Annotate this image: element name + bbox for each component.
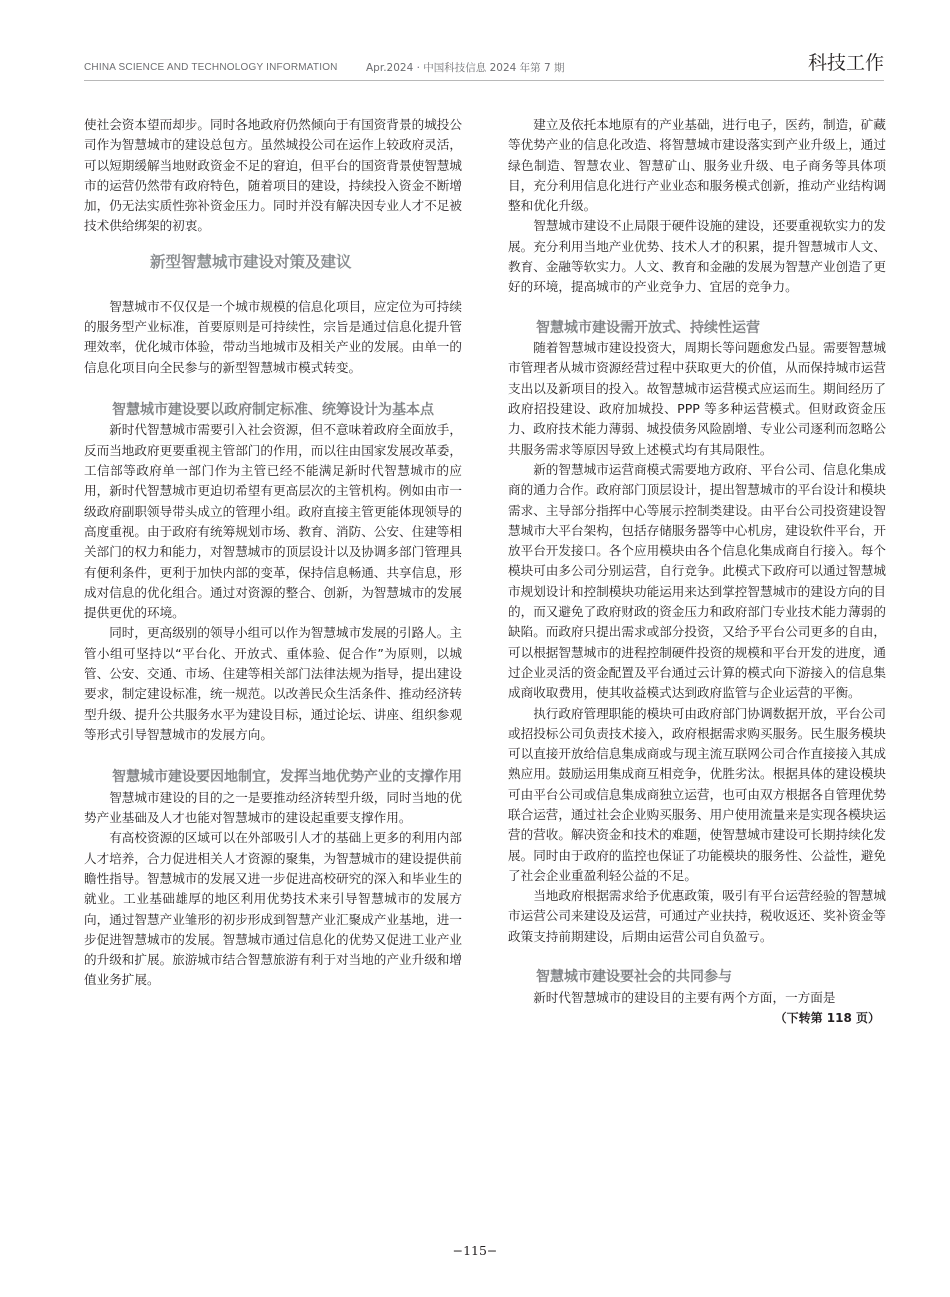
subsection-heading: 智慧城市建设要因地制宜，发挥当地优势产业的支撑作用 xyxy=(112,769,462,786)
paragraph: 同时，更高级别的领导小组可以作为智慧城市发展的引路人。主管小组可坚持以“平台化、开放式、重体验、促合作”为原则，以城管、公安、交通、市场、住建等相关部门法律法规为指导，提出建设要求，制定建设标准，统一规范。以改善民众生活条件、推动经济转型升级、提升公共服务水平为建设目标，通过论坛、讲座、组织参观等形式引导智慧城市的发展方向。 xyxy=(84,625,462,742)
section-title: 科技工作 xyxy=(807,52,884,74)
subsection-heading: 智慧城市建设需开放式、持续性运营 xyxy=(536,319,760,336)
paragraph: 建立及依托本地原有的产业基础，进行电子，医药，制造，矿藏等优势产业的信息化改造、将智慧城市建设落实到产业升级上，通过绿色制造、智慧农业、智慧矿山、服务业升级、电子商务等具体项目，充分利用信息化进行产业业态和服务模式创新，推动产业结构调整和优化升级。 xyxy=(508,117,886,214)
continued-note: （下转第 118 页） xyxy=(774,1010,880,1025)
subsection-heading: 智慧城市建设要以政府制定标准、统筹设计为基本点 xyxy=(112,401,434,418)
paragraph: 有高校资源的区域可以在外部吸引人才的基础上更多的利用内部人才培养，合力促进相关人才资源的聚集，为智慧城市的建设提供前瞻性指导。智慧城市的发展又进一步促进高校研究的深入和毕业生的就业。工业基础雄厚的地区利用优势技术来引导智慧城市的发展方向，通过智慧产业雏形的初步形成到智慧产业汇聚成产业基地，进一步促进智慧城市的发展。智慧城市通过信息化的优势又促进工业产业的升级和扩展。旅游城市结合智慧旅游有利于对当地的产业升级和增值业务扩展。 xyxy=(84,830,462,988)
paragraph: 智慧城市不仅仅是一个城市规模的信息化项目，应定位为可持续的服务型产业标准，首要原则是可持续性，宗旨是通过信息化提升管理效率，优化城市体验，带动当地城市及相关产业的发展。由单一的信息化项目向全民参与的新型智慧城市模式转变。 xyxy=(84,298,462,375)
paragraph: 当地政府根据需求给予优惠政策，吸引有平台运营经验的智慧城市运营公司来建设及运营，可通过产业扶持，税收返还、奖补资金等政策支持前期建设，后期由运营公司自负盈亏。 xyxy=(508,888,886,944)
journal-issue: Apr.2024 · 中国科技信息 2024 年第 7 期 xyxy=(366,62,565,74)
section-heading: 新型智慧城市建设对策及建议 xyxy=(150,252,352,271)
paragraph: 智慧城市建设的目的之一是要推动经济转型升级，同时当地的优势产业基础及人才也能对智慧城市的建设起重要支撑作用。 xyxy=(84,789,462,826)
header-divider xyxy=(84,80,884,81)
paragraph: 执行政府管理职能的模块可由政府部门协调数据开放，平台公司或招投标公司负责技术接入，政府根据需求购买服务。民生服务模块可以直接开放给信息集成商或与现主流互联网公司合作直接接入其成熟应用。鼓励运用集成商互相竞争，优胜劣汰。根据具体的建设模块可由平台公司或信息集成商独立运营，也可由双方根据各自管理优势联合运营，通过社会企业购买服务、用户使用流量来是实现各模块运营的营收。解决资金和技术的难题，使智慧城市建设可长期持续化发展。同时由于政府的监控也保证了功能模块的服务性、公益性，避免了社会企业重盈利轻公益的不足。 xyxy=(508,705,886,883)
left-column xyxy=(84,115,462,1225)
subsection-heading: 智慧城市建设要社会的共同参与 xyxy=(536,969,732,986)
paragraph: 新时代智慧城市需要引入社会资源，但不意味着政府全面放手，反而当地政府更要重视主管部门的作用，而以往由国家发展改革委，工信部等政府单一部门作为主管已经不能满足新时代智慧城市的应用，新时代智慧城市更迫切希望有更高层次的主管机构。例如由市一级政府副职领导带头成立的管理小组。政府直接主管更能体现领导的高度重视。由于政府有统筹规划市场、教育、消防、公安、住建等相关部门的权力和能力，对智慧城市的顶层设计以及协调多部门管理具有便利条件，更利于加快内部的变革，保持信息畅通、共享信息，形成对信息的优化组合。通过对资源的整合、创新，为智慧城市的发展提供更优的环境。 xyxy=(84,422,462,621)
right-column xyxy=(508,115,886,1225)
paragraph: 随着智慧城市建设投资大，周期长等问题愈发凸显。需要智慧城市管理者从城市资源经营过程中获取更大的价值，从而保持城市运营支出以及新项目的投入。故智慧城市运营模式应运而生。期间经历了政府招投建设、政府加城投、PPP 等多种运营模式。但财政资金压力、政府技术能力薄弱、城投债务风险剧增、专业公司逐利而忽略公共服务需求等原因导致上述模式均有其局限性。 xyxy=(508,340,886,457)
paragraph: 新的智慧城市运营商模式需要地方政府、平台公司、信息化集成商的通力合作。政府部门顶层设计，提出智慧城市的平台设计和模块需求、主导部分指挥中心等展示控制类建设。由平台公司投资建设智慧城市大平台架构，包括存储服务器等中心机房，建设软件平台，开放平台开发接口。各个应用模块由各个信息化集成商自行接入。每个模块可由多公司分别运营，自行竞争。此模式下政府可以通过智慧城市规划设计和控制模块功能运用来达到掌控智慧城市的建设方向的目的，而又避免了政府财政的资金压力和政府部门专业技术能力薄弱的缺陷。而政府只提出需求或部分投资，又给予平台公司更多的自由，可以根据智慧城市的进程控制硬件投资的规模和平台开发的进度，通过企业灵活的资金配置及平台通过云计算的模式向下游接入的信息集成商收取费用，使其收益模式达到政府监管与企业运营的平衡。 xyxy=(508,461,886,701)
running-header xyxy=(84,48,884,78)
paragraph: 使社会资本望而却步。同时各地政府仍然倾向于有国资背景的城投公司作为智慧城市的建设总包方。虽然城投公司在运作上较政府灵活，可以短期缓解当地财政资金不足的窘迫，但平台的国资背景使智慧城市的运营仍然带有政府特色，随着项目的建设，持续投入资金不断增加，仍无法实质性弥补资金压力。同时并没有解决因专业人才不足被技术供给绑架的初衷。 xyxy=(84,117,462,234)
paragraph: 智慧城市建设不止局限于硬件设施的建设，还要重视软实力的发展。充分利用当地产业优势、技术人才的积累，提升智慧城市人文、教育、金融等软实力。人文、教育和金融的发展为智慧产业创造了更好的环境，提高城市的产业竞争力、宜居的竞争力。 xyxy=(508,218,886,295)
paragraph: 新时代智慧城市的建设目的主要有两个方面，一方面是 xyxy=(533,989,836,1005)
page-number: −115− xyxy=(452,1243,498,1258)
journal-name-english: CHINA SCIENCE AND TECHNOLOGY INFORMATION xyxy=(84,62,338,73)
